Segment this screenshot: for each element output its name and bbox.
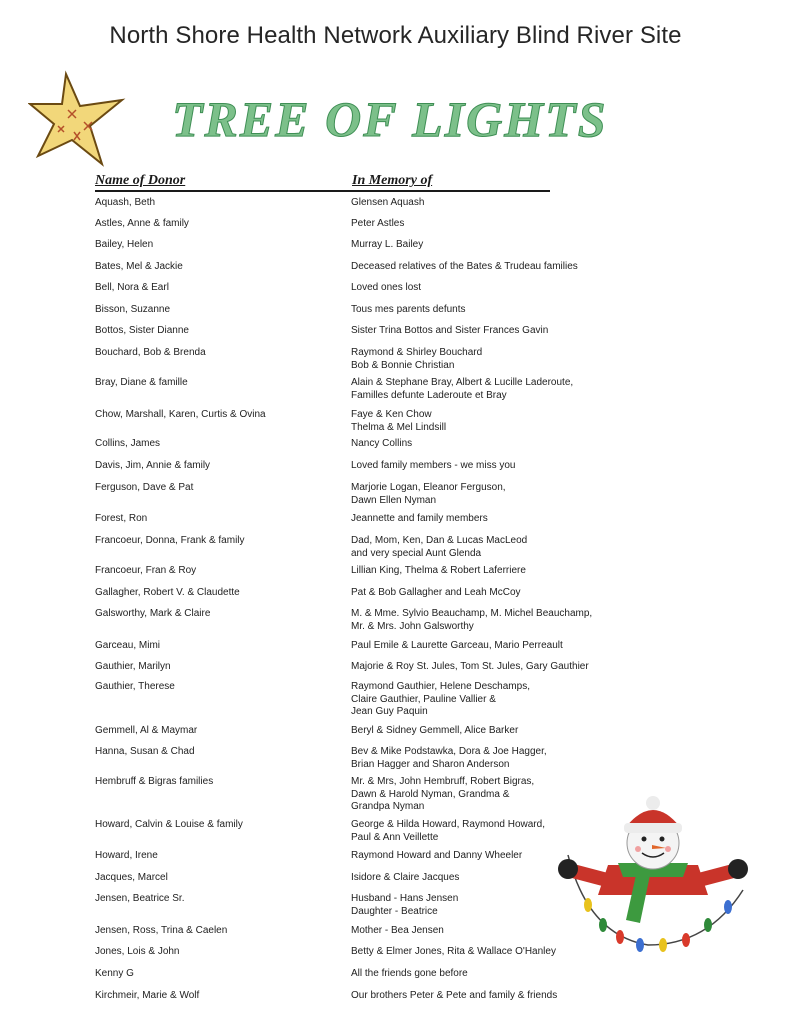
header-divider: [95, 190, 550, 192]
donor-name: Forest, Ron: [95, 513, 148, 524]
in-memory-of: Marjorie Logan, Eleanor Ferguson, Dawn Ellen Nyman: [351, 482, 506, 506]
donor-name: Collins, James: [95, 438, 161, 449]
in-memory-of: Husband - Hans Jensen Daughter - Beatrice: [351, 893, 459, 917]
donor-name: Aquash, Beth: [95, 197, 156, 208]
in-memory-of: Paul Emile & Laurette Garceau, Mario Perreault: [351, 640, 563, 651]
in-memory-of: Murray L. Bailey: [351, 239, 424, 250]
star-icon: [28, 70, 128, 168]
donor-name: Howard, Calvin & Louise & family: [95, 819, 243, 830]
donor-name: Jacques, Marcel: [95, 872, 168, 883]
page-title: TREE OF LIGHTS: [172, 91, 608, 147]
donor-name: Francoeur, Fran & Roy: [95, 565, 197, 576]
donor-name: Kirchmeir, Marie & Wolf: [95, 990, 200, 1001]
in-memory-of: Alain & Stephane Bray, Albert & Lucille Laderoute, Familles defunte Laderoute et Bray: [351, 377, 574, 401]
in-memory-of: M. & Mme. Sylvio Beauchamp, M. Michel Beauchamp, Mr. & Mrs. John Galsworthy: [351, 608, 593, 632]
in-memory-of: Beryl & Sidney Gemmell, Alice Barker: [351, 725, 519, 736]
in-memory-of: Loved ones lost: [351, 282, 422, 293]
in-memory-of: Peter Astles: [351, 218, 405, 229]
in-memory-of: Raymond Howard and Danny Wheeler: [351, 850, 523, 861]
donor-name: Howard, Irene: [95, 850, 158, 861]
donor-name: Bell, Nora & Earl: [95, 282, 169, 293]
donor-name: Garceau, Mimi: [95, 640, 161, 651]
donor-name: Bouchard, Bob & Brenda: [95, 347, 206, 358]
donor-name: Gemmell, Al & Maymar: [95, 725, 198, 736]
donor-name: Jones, Lois & John: [95, 946, 180, 957]
in-memory-of: Sister Trina Bottos and Sister Frances Gavin: [351, 325, 549, 336]
donor-name: Bray, Diane & famille: [95, 377, 188, 388]
in-memory-of: George & Hilda Howard, Raymond Howard, Paul & Ann Veillette: [351, 819, 545, 843]
donor-name: Bates, Mel & Jackie: [95, 261, 183, 272]
donor-name: Ferguson, Dave & Pat: [95, 482, 194, 493]
in-memory-of: Mother - Bea Jensen: [351, 925, 444, 936]
donor-name: Astles, Anne & family: [95, 218, 189, 229]
in-memory-of: Faye & Ken Chow Thelma & Mel Lindsill: [351, 409, 447, 433]
donor-name: Jensen, Beatrice Sr.: [95, 893, 185, 904]
donor-name: Galsworthy, Mark & Claire: [95, 608, 211, 619]
in-memory-of: Raymond Gauthier, Helene Deschamps, Claire Gauthier, Pauline Vallier & Jean Guy Paquin: [351, 681, 530, 717]
in-memory-of: Lillian King, Thelma & Robert Laferriere: [351, 565, 526, 576]
in-memory-of: Jeannette and family members: [351, 513, 488, 524]
donor-name: Jensen, Ross, Trina & Caelen: [95, 925, 228, 936]
in-memory-of: Raymond & Shirley Bouchard Bob & Bonnie Christian: [351, 347, 483, 371]
in-memory-of: Dad, Mom, Ken, Dan & Lucas MacLeod and very special Aunt Glenda: [351, 535, 528, 559]
donor-name: Francoeur, Donna, Frank & family: [95, 535, 245, 546]
in-memory-of: Isidore & Claire Jacques: [351, 872, 460, 883]
in-memory-of: Bev & Mike Podstawka, Dora & Joe Hagger, Brian Hagger and Sharon Anderson: [351, 746, 547, 770]
donor-name: Gauthier, Therese: [95, 681, 175, 692]
in-memory-of: Mr. & Mrs, John Hembruff, Robert Bigras, Dawn & Harold Nyman, Grandma & Grandpa Nyman: [351, 776, 535, 812]
snowman-with-lights-icon: [548, 795, 758, 965]
donor-name: Hanna, Susan & Chad: [95, 746, 195, 757]
donor-name: Bisson, Suzanne: [95, 304, 171, 315]
donor-name: Bottos, Sister Dianne: [95, 325, 189, 336]
in-memory-of: Our brothers Peter & Pete and family & friends: [351, 990, 558, 1001]
donor-name: Hembruff & Bigras families: [95, 776, 214, 787]
donor-name: Gauthier, Marilyn: [95, 661, 171, 672]
in-memory-of: Pat & Bob Gallagher and Leah McCoy: [351, 587, 521, 598]
donor-name: Bailey, Helen: [95, 239, 154, 250]
in-memory-of: Loved family members - we miss you: [351, 460, 516, 471]
in-memory-of: Nancy Collins: [351, 438, 413, 449]
in-memory-of: Majorie & Roy St. Jules, Tom St. Jules, Gary Gauthier: [351, 661, 589, 672]
donor-name: Gallagher, Robert V. & Claudette: [95, 587, 240, 598]
in-memory-of: Glensen Aquash: [351, 197, 425, 208]
in-memory-of: Betty & Elmer Jones, Rita & Wallace O'Hanley: [351, 946, 556, 957]
in-memory-of: All the friends gone before: [351, 968, 468, 979]
donor-name: Kenny G: [95, 968, 134, 979]
donor-name: Davis, Jim, Annie & family: [95, 460, 211, 471]
donor-name: Chow, Marshall, Karen, Curtis & Ovina: [95, 409, 266, 420]
site-title: North Shore Health Network Auxiliary Blind River Site: [109, 22, 682, 49]
in-memory-of: Tous mes parents defunts: [351, 304, 466, 315]
column-header-donor: Name of Donor: [95, 173, 186, 188]
in-memory-of: Deceased relatives of the Bates & Trudeau families: [351, 261, 578, 272]
column-header-memory: In Memory of: [352, 173, 433, 188]
